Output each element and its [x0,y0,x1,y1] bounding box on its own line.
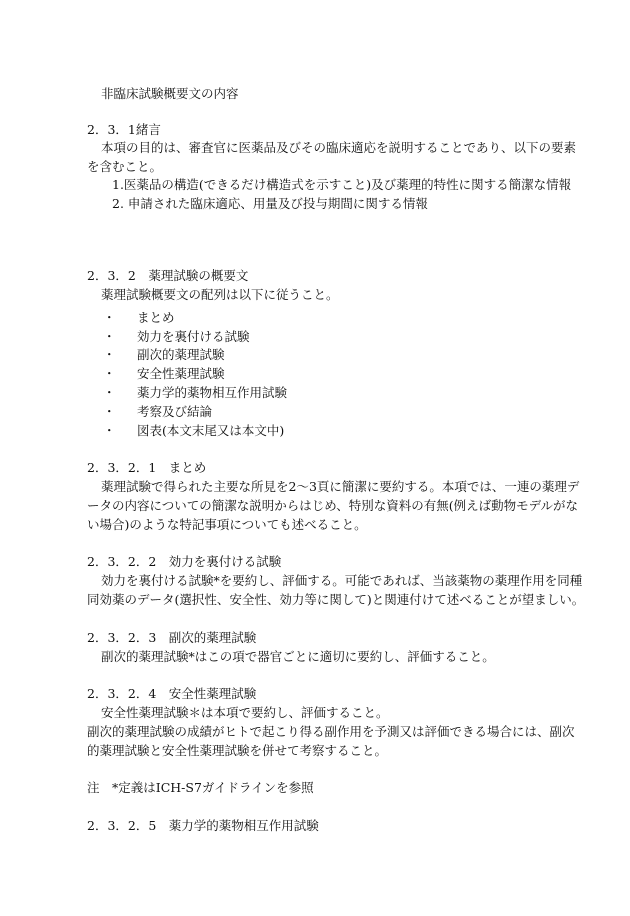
bullet-marker: ・ [103,404,116,419]
bullet-item: 副次的薬理試験 [137,347,225,362]
paragraph-line: 薬理試験概要文の配列は以下に従うこと。 [101,287,339,302]
paragraph-line: 薬理試験で得られた主要な所見を2〜3頁に簡潔に要約する。本項では、一連の薬理デ [101,479,580,494]
paragraph-line: 本項の目的は、審査官に医薬品及びその臨床適応を説明することであり、以下の要素 [101,140,577,155]
bullet-marker: ・ [103,385,116,400]
section-heading-2-3-2-1: 2．3．2．1 まとめ [87,460,207,475]
document-title: 非臨床試験概要文の内容 [101,86,239,101]
numbered-item: 2. 申請された臨床適応、用量及び投与期間に関する情報 [112,196,428,211]
bullet-item: まとめ [137,310,175,325]
paragraph-line: 副次的薬理試験*はこの項で器官ごとに適切に要約し、評価すること。 [101,649,495,664]
bullet-marker: ・ [103,329,116,344]
paragraph-line: ータの内容についての簡潔な説明からはじめ、特別な資料の有無(例えば動物モデルがな [87,498,579,513]
paragraph-line: 安全性薬理試験＊は本項で要約し、評価すること。 [101,705,389,720]
bullet-item: 安全性薬理試験 [137,366,225,381]
section-heading-2-3-2-2: 2．3．2．2 効力を裏付ける試験 [87,554,282,569]
bullet-item: 考察及び結論 [137,404,213,419]
paragraph-line: 効力を裏付ける試験*を要約し、評価する。可能であれば、当該薬物の薬理作用を同種 [101,573,583,588]
bullet-marker: ・ [103,310,116,325]
bullet-item: 図表(本文末尾又は本文中) [137,423,285,438]
section-heading-2-3-2-3: 2．3．2．3 副次的薬理試験 [87,630,257,645]
paragraph-line: を含むこと。 [87,159,163,174]
paragraph-line: 的薬理試験と安全性薬理試験を併せて考察すること。 [87,743,388,758]
bullet-item: 効力を裏付ける試験 [137,329,250,344]
bullet-marker: ・ [103,347,116,362]
paragraph-line: 副次的薬理試験の成績がヒトで起こり得る副作用を予測又は評価できる場合には、副次 [87,724,575,739]
section-heading-2-3-1: 2．3．1緒言 [87,122,161,137]
numbered-item: 1.医薬品の構造(できるだけ構造式を示すこと)及び薬理的特性に関する簡潔な情報 [112,177,572,192]
paragraph-line: い場合)のような特記事項についても述べること。 [87,517,367,532]
section-heading-2-3-2-5: 2．3．2．5 薬力学的薬物相互作用試験 [87,818,319,833]
bullet-item: 薬力学的薬物相互作用試験 [137,385,288,400]
bullet-marker: ・ [103,366,116,381]
section-heading-2-3-2: 2．3．2 薬理試験の概要文 [87,268,249,283]
bullet-marker: ・ [103,423,116,438]
section-heading-2-3-2-4: 2．3．2．4 安全性薬理試験 [87,686,257,701]
footnote: 注 *定義はICH-S7ガイドラインを参照 [87,780,314,795]
paragraph-line: 同効薬のデータ(選択性、安全性、効力等に関して)と関連付けて述べることが望ましい。 [87,592,585,607]
